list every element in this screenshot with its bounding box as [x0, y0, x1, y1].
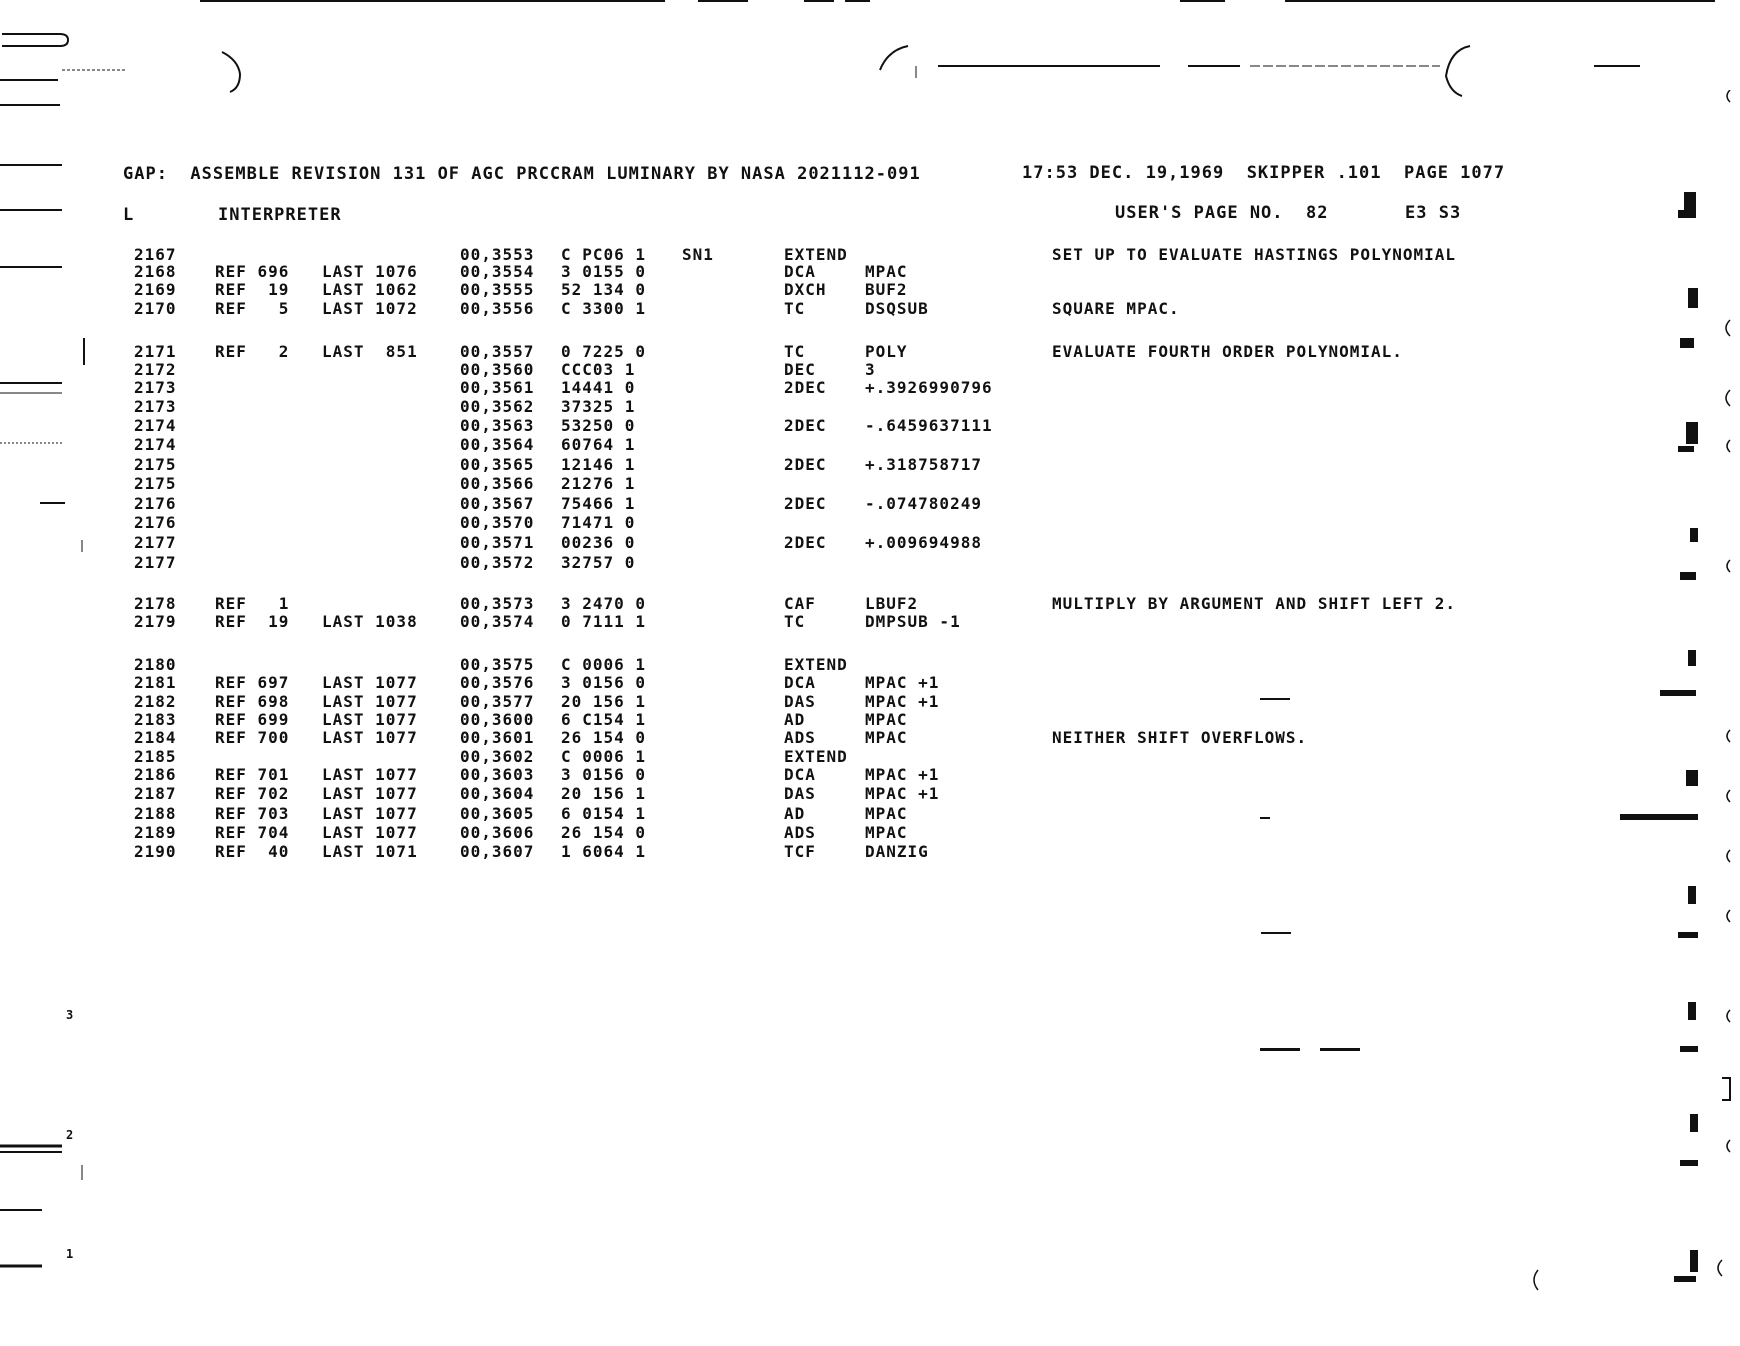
- address-field: 00,3606: [460, 823, 535, 842]
- line-number: 2173: [134, 378, 177, 397]
- operand-field: MPAC +1: [865, 784, 940, 803]
- opcode-field: TC: [784, 299, 806, 318]
- last-field: LAST 1038: [322, 612, 418, 631]
- operand-field: MPAC +1: [865, 673, 940, 692]
- address-field: 00,3601: [460, 728, 535, 747]
- address-field: 00,3577: [460, 692, 535, 711]
- address-field: 00,3567: [460, 494, 535, 513]
- last-field: LAST 1077: [322, 710, 418, 729]
- opcode-field: CAF: [784, 594, 816, 613]
- address-field: 00,3572: [460, 553, 535, 572]
- octal-code: 32757 0: [561, 553, 636, 572]
- opcode-field: AD: [784, 710, 806, 729]
- line-number: 2178: [134, 594, 177, 613]
- operand-field: 3: [865, 360, 876, 379]
- address-field: 00,3570: [460, 513, 535, 532]
- last-field: LAST 851: [322, 342, 418, 361]
- address-field: 00,3602: [460, 747, 535, 766]
- address-field: 00,3556: [460, 299, 535, 318]
- line-number: 2181: [134, 673, 177, 692]
- octal-code: 14441 0: [561, 378, 636, 397]
- operand-field: MPAC +1: [865, 692, 940, 711]
- margin-mark: 1: [66, 1247, 75, 1261]
- line-number: 2176: [134, 513, 177, 532]
- line-number: 2174: [134, 435, 177, 454]
- ref-field: REF 696: [215, 262, 290, 281]
- line-number: 2177: [134, 533, 177, 552]
- address-field: 00,3607: [460, 842, 535, 861]
- operand-field: MPAC: [865, 262, 908, 281]
- address-field: 00,3574: [460, 612, 535, 631]
- opcode-field: DAS: [784, 692, 816, 711]
- octal-code: 71471 0: [561, 513, 636, 532]
- label-field: SN1: [682, 245, 714, 264]
- octal-code: 12146 1: [561, 455, 636, 474]
- operand-field: LBUF2: [865, 594, 919, 613]
- opcode-field: ADS: [784, 728, 816, 747]
- octal-code: C 0006 1: [561, 747, 647, 766]
- top-rule: [1285, 0, 1715, 2]
- operand-field: +.009694988: [865, 533, 982, 552]
- line-number: 2183: [134, 710, 177, 729]
- opcode-field: 2DEC: [784, 416, 827, 435]
- section-letter: L: [123, 205, 135, 225]
- address-field: 00,3562: [460, 397, 535, 416]
- line-number: 2174: [134, 416, 177, 435]
- operand-field: DSQSUB: [865, 299, 929, 318]
- opcode-field: DCA: [784, 765, 816, 784]
- opcode-field: DXCH: [784, 280, 827, 299]
- address-field: 00,3575: [460, 655, 535, 674]
- ref-field: REF 702: [215, 784, 290, 803]
- octal-code: 26 154 0: [561, 823, 647, 842]
- comment-field: MULTIPLY BY ARGUMENT AND SHIFT LEFT 2.: [1052, 594, 1457, 613]
- opcode-field: ADS: [784, 823, 816, 842]
- address-field: 00,3564: [460, 435, 535, 454]
- opcode-field: 2DEC: [784, 533, 827, 552]
- line-number: 2187: [134, 784, 177, 803]
- line-number: 2173: [134, 397, 177, 416]
- last-field: LAST 1077: [322, 692, 418, 711]
- address-field: 00,3557: [460, 342, 535, 361]
- address-field: 00,3571: [460, 533, 535, 552]
- line-number: 2190: [134, 842, 177, 861]
- line-number: 2180: [134, 655, 177, 674]
- line-number: 2175: [134, 474, 177, 493]
- operand-field: MPAC: [865, 804, 908, 823]
- ref-field: REF 701: [215, 765, 290, 784]
- address-field: 00,3563: [460, 416, 535, 435]
- opcode-field: TCF: [784, 842, 816, 861]
- address-field: 00,3560: [460, 360, 535, 379]
- octal-code: 3 2470 0: [561, 594, 647, 613]
- ref-field: REF 704: [215, 823, 290, 842]
- opcode-field: EXTEND: [784, 747, 848, 766]
- octal-code: CCC03 1: [561, 360, 636, 379]
- octal-code: 3 0156 0: [561, 673, 647, 692]
- octal-code: C 3300 1: [561, 299, 647, 318]
- last-field: LAST 1077: [322, 765, 418, 784]
- left-margin-artifacts: [0, 0, 140, 1346]
- octal-code: 1 6064 1: [561, 842, 647, 861]
- ref-field: REF 699: [215, 710, 290, 729]
- opcode-field: AD: [784, 804, 806, 823]
- ref-field: REF 19: [215, 612, 290, 631]
- ref-field: REF 5: [215, 299, 290, 318]
- margin-mark: 3: [66, 1008, 75, 1022]
- operand-field: +.318758717: [865, 455, 982, 474]
- octal-code: 20 156 1: [561, 692, 647, 711]
- address-field: 00,3555: [460, 280, 535, 299]
- opcode-field: DCA: [784, 262, 816, 281]
- octal-code: 60764 1: [561, 435, 636, 454]
- octal-code: C 0006 1: [561, 655, 647, 674]
- line-number: 2170: [134, 299, 177, 318]
- line-number: 2189: [134, 823, 177, 842]
- opcode-field: EXTEND: [784, 655, 848, 674]
- octal-code: 0 7225 0: [561, 342, 647, 361]
- octal-code: 00236 0: [561, 533, 636, 552]
- address-field: 00,3553: [460, 245, 535, 264]
- octal-code: 3 0155 0: [561, 262, 647, 281]
- line-number: 2184: [134, 728, 177, 747]
- line-number: 2186: [134, 765, 177, 784]
- comment-field: EVALUATE FOURTH ORDER POLYNOMIAL.: [1052, 342, 1403, 361]
- line-number: 2175: [134, 455, 177, 474]
- top-rule: [804, 0, 834, 2]
- header-title: GAP: ASSEMBLE REVISION 131 OF AGC PRCCRAM LUMINARY BY NASA 2021112-091: [123, 164, 921, 184]
- user-page-number: USER'S PAGE NO. 82: [1115, 203, 1329, 223]
- last-field: LAST 1071: [322, 842, 418, 861]
- top-rule: [200, 0, 665, 2]
- line-number: 2182: [134, 692, 177, 711]
- octal-code: 0 7111 1: [561, 612, 647, 631]
- ref-field: REF 703: [215, 804, 290, 823]
- last-field: LAST 1077: [322, 804, 418, 823]
- octal-code: 37325 1: [561, 397, 636, 416]
- octal-code: 26 154 0: [561, 728, 647, 747]
- line-number: 2185: [134, 747, 177, 766]
- ref-field: REF 697: [215, 673, 290, 692]
- top-rule: [1180, 0, 1225, 2]
- page-codes: E3 S3: [1405, 203, 1462, 223]
- address-field: 00,3561: [460, 378, 535, 397]
- opcode-field: 2DEC: [784, 378, 827, 397]
- address-field: 00,3576: [460, 673, 535, 692]
- line-number: 2168: [134, 262, 177, 281]
- address-field: 00,3605: [460, 804, 535, 823]
- ref-field: REF 700: [215, 728, 290, 747]
- octal-code: 53250 0: [561, 416, 636, 435]
- line-number: 2171: [134, 342, 177, 361]
- octal-code: 6 C154 1: [561, 710, 647, 729]
- top-rule: [698, 0, 748, 2]
- opcode-field: 2DEC: [784, 455, 827, 474]
- address-field: 00,3565: [460, 455, 535, 474]
- last-field: LAST 1072: [322, 299, 418, 318]
- line-number: 2167: [134, 245, 177, 264]
- margin-mark: 2: [66, 1128, 75, 1142]
- ref-field: REF 698: [215, 692, 290, 711]
- opcode-field: TC: [784, 342, 806, 361]
- octal-code: 52 134 0: [561, 280, 647, 299]
- operand-field: -.074780249: [865, 494, 982, 513]
- line-number: 2179: [134, 612, 177, 631]
- octal-code: 75466 1: [561, 494, 636, 513]
- last-field: LAST 1077: [322, 673, 418, 692]
- ref-field: REF 2: [215, 342, 290, 361]
- comment-field: SQUARE MPAC.: [1052, 299, 1180, 318]
- address-field: 00,3600: [460, 710, 535, 729]
- address-field: 00,3566: [460, 474, 535, 493]
- operand-field: POLY: [865, 342, 908, 361]
- address-field: 00,3573: [460, 594, 535, 613]
- octal-code: 6 0154 1: [561, 804, 647, 823]
- ref-field: REF 1: [215, 594, 290, 613]
- last-field: LAST 1077: [322, 728, 418, 747]
- opcode-field: 2DEC: [784, 494, 827, 513]
- octal-code: 3 0156 0: [561, 765, 647, 784]
- opcode-field: DCA: [784, 673, 816, 692]
- operand-field: +.3926990796: [865, 378, 993, 397]
- line-number: 2177: [134, 553, 177, 572]
- operand-field: DMPSUB -1: [865, 612, 961, 631]
- last-field: LAST 1077: [322, 784, 418, 803]
- comment-field: NEITHER SHIFT OVERFLOWS.: [1052, 728, 1308, 747]
- section-title: INTERPRETER: [218, 205, 342, 225]
- operand-field: BUF2: [865, 280, 908, 299]
- right-margin-artifacts: [1260, 90, 1740, 1346]
- opcode-field: DAS: [784, 784, 816, 803]
- comment-field: SET UP TO EVALUATE HASTINGS POLYNOMIAL: [1052, 245, 1457, 264]
- operand-field: MPAC: [865, 710, 908, 729]
- address-field: 00,3604: [460, 784, 535, 803]
- octal-code: 20 156 1: [561, 784, 647, 803]
- line-number: 2172: [134, 360, 177, 379]
- top-rule: [845, 0, 870, 2]
- operand-field: -.6459637111: [865, 416, 993, 435]
- line-number: 2188: [134, 804, 177, 823]
- ref-field: REF 40: [215, 842, 290, 861]
- last-field: LAST 1062: [322, 280, 418, 299]
- operand-field: MPAC +1: [865, 765, 940, 784]
- operand-field: MPAC: [865, 728, 908, 747]
- operand-field: DANZIG: [865, 842, 929, 861]
- operand-field: MPAC: [865, 823, 908, 842]
- header-timestamp: 17:53 DEC. 19,1969 SKIPPER .101 PAGE 1077: [1022, 163, 1506, 183]
- line-number: 2169: [134, 280, 177, 299]
- address-field: 00,3554: [460, 262, 535, 281]
- last-field: LAST 1076: [322, 262, 418, 281]
- octal-code: C PC06 1: [561, 245, 647, 264]
- opcode-field: DEC: [784, 360, 816, 379]
- octal-code: 21276 1: [561, 474, 636, 493]
- opcode-field: EXTEND: [784, 245, 848, 264]
- ref-field: REF 19: [215, 280, 290, 299]
- address-field: 00,3603: [460, 765, 535, 784]
- opcode-field: TC: [784, 612, 806, 631]
- last-field: LAST 1077: [322, 823, 418, 842]
- line-number: 2176: [134, 494, 177, 513]
